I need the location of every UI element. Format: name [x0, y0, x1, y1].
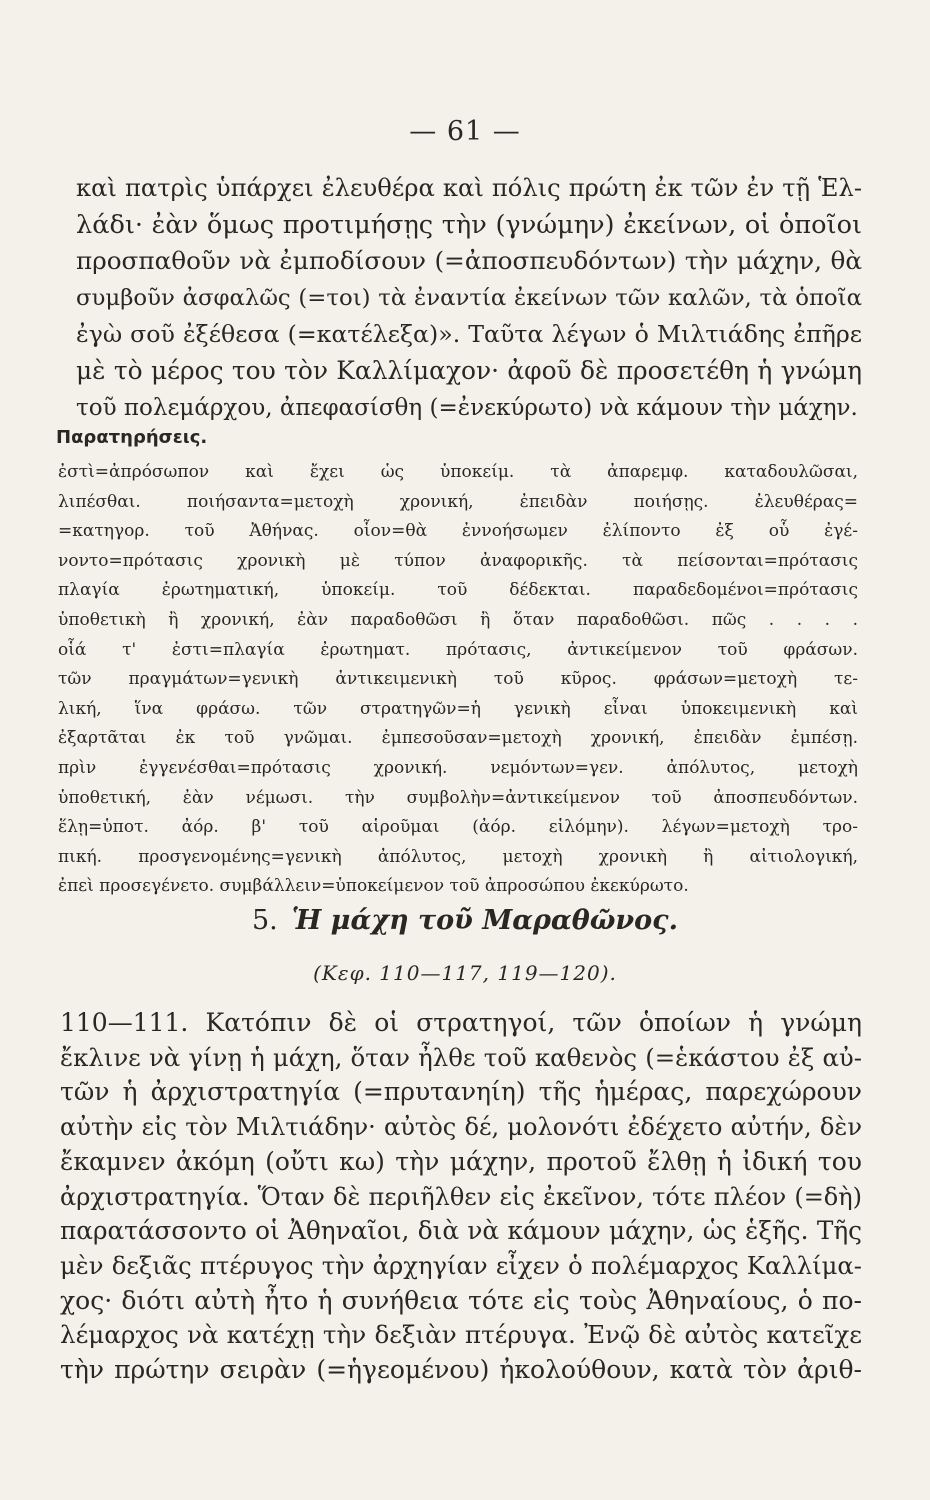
text-line: ἐγὼ σοῦ ἐξέθεσα (=κατέλεξα)». Ταῦτα λέγων ὁ Μιλτιάδης ἐπῆρε [76, 320, 862, 349]
text-line: παρατάσσοντο οἱ Ἀθηναῖοι, διὰ νὰ κάμουν μάχην, ὡς ἑξῆς. Τῆς [60, 1216, 862, 1246]
note-line: τῶν πραγμάτων=γενικὴ ἀντικειμενικὴ τοῦ κῦρος. φράσων=μετοχὴ τε- [58, 669, 858, 690]
note-line: ὑποθετικὴ ἢ χρονική, ἐὰν παραδοθῶσι ἢ ὅταν παραδοθῶσι. πῶς . . . . [58, 609, 858, 630]
section-title-text: Ἡ μάχη τοῦ Μαραθῶνος. [291, 905, 679, 936]
text-line: ἔκλινε νὰ γίνῃ ἡ μάχη, ὅταν ἦλθε τοῦ καθενὸς (=ἑκάστου ἐξ αὐ- [60, 1042, 862, 1072]
note-line: ἐξαρτᾶται ἐκ τοῦ γνῶμαι. ἐμπεσοῦσαν=μετοχὴ χρονική, ἐπειδὰν ἐμπέσῃ. [58, 728, 858, 749]
note-line: νοντο=πρότασις χρονικὴ μὲ τύπον ἀναφορικῆς. τὰ πείσονται=πρότασις [58, 550, 858, 571]
text-line: ἀρχιστρατηγία. Ὅταν δὲ περιῆλθεν εἰς ἐκεῖνον, τότε πλέον (=δὴ) [60, 1182, 862, 1211]
note-line: ἐπεὶ προσεγένετο. συμβάλλειν=ὑποκείμενον τοῦ ἀπροσώπου ἐκεκύρωτο. [58, 876, 689, 897]
notes-block [58, 458, 858, 902]
text-line: προσπαθοῦν νὰ ἐμποδίσουν (=ἀποσπευδόντων) τὴν μάχην, θὰ [76, 246, 862, 276]
note-line: =κατηγορ. τοῦ Ἀθήνας. οἷον=θὰ ἐννοήσωμεν ἐλίποντο ἐξ οὗ ἐγέ- [58, 521, 858, 542]
note-line: πρὶν ἐγγενέσθαι=πρότασις χρονική. νεμόντων=γεν. ἀπόλυτος, μετοχὴ [58, 757, 858, 778]
note-line: οἷά τ' ἐστι=πλαγία ἐρωτηματ. πρότασις, ἀντικείμενον τοῦ φράσων. [58, 639, 858, 660]
note-line: ἕλῃ=ὑποτ. ἀόρ. β' τοῦ αἱροῦμαι (ἀόρ. εἱλόμην). λέγων=μετοχὴ τρο- [58, 817, 858, 838]
text-line: μὲν δεξιᾶς πτέρυγος τὴν ἀρχηγίαν εἶχεν ὁ πολέμαρχος Καλλίμα- [60, 1250, 862, 1280]
text-line: αὐτὴν εἰς τὸν Μιλτιάδην· αὐτὸς δέ, μολονότι ἐδέχετο αὐτήν, δὲν [60, 1113, 862, 1142]
section-subtitle: (Κεφ. 110—117, 119—120). [313, 961, 617, 985]
note-line: πλαγία ἐρωτηματική, ὑποκείμ. τοῦ δέδεκται. παραδεδομένοι=πρότασις [58, 580, 858, 601]
section-title [0, 905, 930, 936]
text-line: 110—111. Κατόπιν δὲ οἱ στρατηγοί, τῶν ὁποίων ἡ γνώμη [60, 1008, 862, 1037]
text-line: τὴν πρώτην σειρὰν (=ἡγεομένου) ἠκολούθουν, κατὰ τὸν ἀριθ- [60, 1355, 862, 1385]
notes-heading: Παρατηρήσεις. [56, 427, 208, 448]
text-line: καὶ πατρὶς ὑπάρχει ἐλευθέρα καὶ πόλις πρώτη ἐκ τῶν ἐν τῇ Ἑλ- [76, 174, 862, 202]
text-line: χος· διότι αὐτὴ ἦτο ἡ συνήθεια τότε εἰς τοὺς Ἀθηναίους, ὁ πο- [60, 1285, 862, 1315]
section-number: 5. [251, 905, 278, 936]
body-paragraph [60, 1006, 862, 1388]
note-line: λιπέσθαι. ποιήσαντα=μετοχὴ χρονική, ἐπειδὰν ποιήσῃς. ἐλευθέρας= [58, 491, 858, 512]
note-line: λική, ἵνα φράσω. τῶν στρατηγῶν=ἡ γενικὴ εἶναι ὑποκειμενικὴ καὶ [58, 698, 858, 719]
page-number: — 61 — [409, 116, 521, 147]
text-line: μὲ τὸ μέρος του τὸν Καλλίμαχον· ἀφοῦ δὲ προσετέθη ἡ γνώμη [76, 355, 862, 385]
text-line: συμβοῦν ἀσφαλῶς (=τοι) τὰ ἐναντία ἐκείνων τῶν καλῶν, τὰ ὁποῖα [76, 284, 862, 311]
text-line: λάδι· ἐὰν ὅμως προτιμήσῃς τὴν (γνώμην) ἐκείνων, οἱ ὁποῖοι [76, 209, 862, 240]
text-line: τῶν ἡ ἀρχιστρατηγία (=πρυτανηίη) τῆς ἡμέρας, παρεχώρουν [60, 1077, 862, 1107]
main-paragraph [76, 170, 862, 426]
note-line: ἐστὶ=ἀπρόσωπον καὶ ἔχει ὡς ὑποκείμ. τὰ ἀπαρεμφ. καταδουλῶσαι, [58, 462, 858, 482]
text-line: ἔκαμνεν ἀκόμη (οὔτι κω) τὴν μάχην, προτοῦ ἔλθῃ ἡ ἰδική του [60, 1146, 862, 1176]
text-line: λέμαρχος νὰ κατέχῃ τὴν δεξιὰν πτέρυγα. Ἐνῷ δὲ αὐτὸς κατεῖχε [60, 1320, 862, 1350]
text-line: τοῦ πολεμάρχου, ἀπεφασίσθη (=ἐνεκύρωτο) νὰ κάμουν τὴν μάχην. [76, 394, 858, 421]
note-line: πική. προσγενομένης=γενικὴ ἀπόλυτος, μετοχὴ χρονικὴ ἢ αἰτιολογική, [58, 846, 858, 867]
note-line: ὑποθετική, ἐὰν νέμωσι. τὴν συμβολὴν=ἀντικείμενον τοῦ ἀποσπευδόντων. [58, 787, 858, 808]
